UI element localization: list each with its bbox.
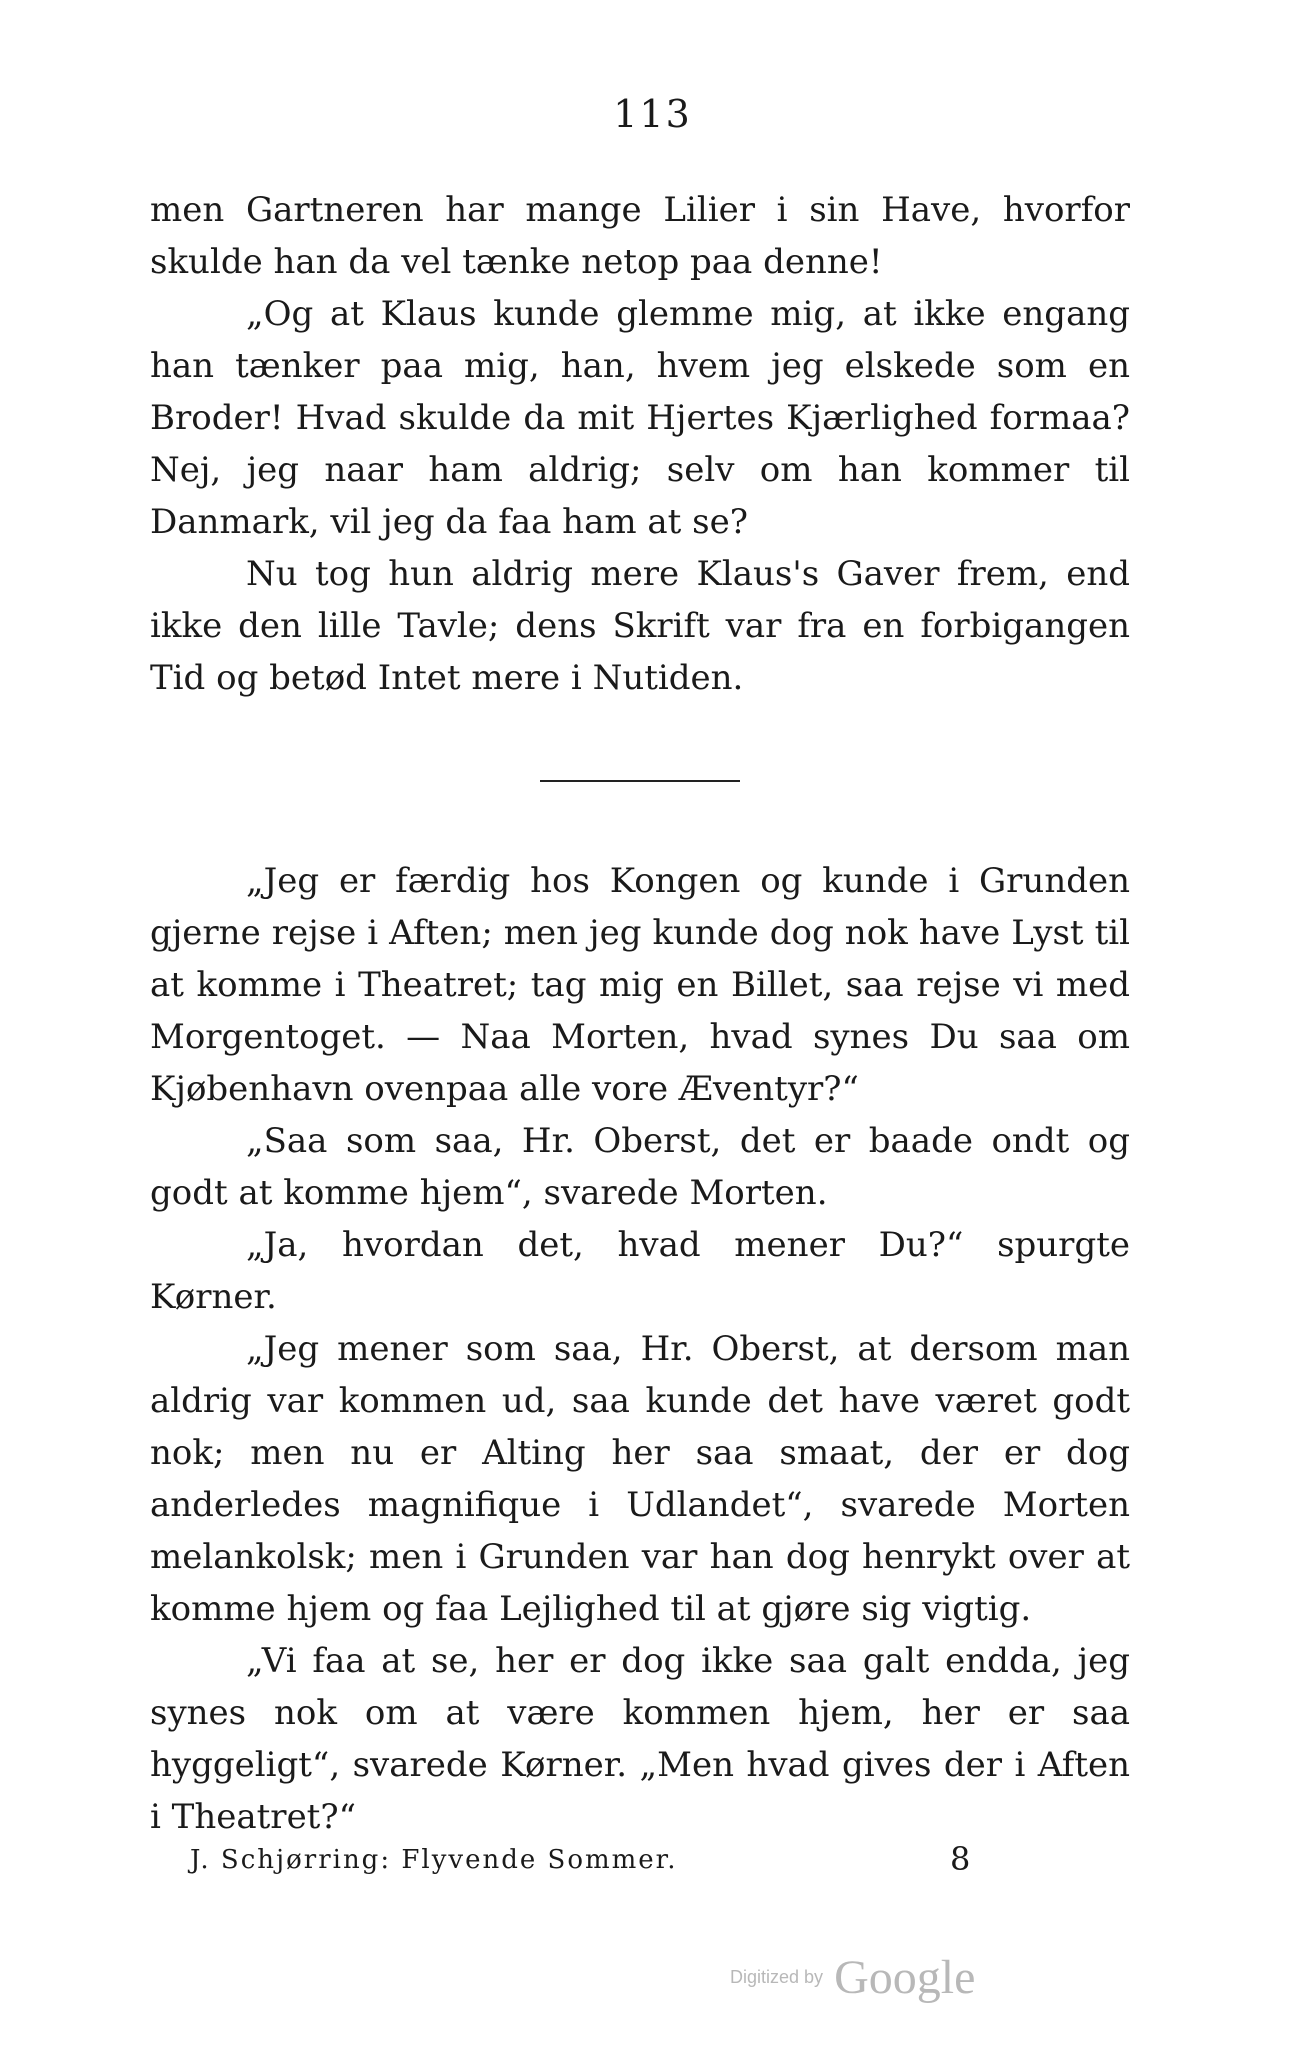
google-logo: Google [834, 1951, 976, 2004]
digitized-watermark [730, 1950, 975, 2005]
section-divider [540, 780, 740, 782]
paragraph: „Jeg mener som saa, Hr. Oberst, at dersom man aldrig var kommen ud, saa kunde det have været godt nok; men nu er Alting her saa smaat, der er dog anderledes magnifique i Udlandet“, svarede Morten melankolsk; men i Grunden var han dog henrykt over at komme hjem og faa Lejlighed til at gjøre sig vigtig. [150, 1329, 1130, 1629]
text-section-1 [150, 184, 1130, 704]
paragraph: „Og at Klaus kunde glemme mig, at ikke engang han tænker paa mig, han, hvem jeg elskede som en Broder! Hvad skulde da mit Hjertes Kjærlighed formaa? Nej, jeg naar ham aldrig; selv om han kommer til Danmark, vil jeg da faa ham at se? [150, 294, 1130, 542]
text-section-2 [150, 855, 1130, 1843]
paragraph: men Gartneren har mange Lilier i sin Have, hvorfor skulde han da vel tænke netop paa denne! [150, 190, 1130, 282]
paragraph: „Jeg er færdig hos Kongen og kunde i Grunden gjerne rejse i Aften; men jeg kunde dog nok have Lyst til at komme i Theatret; tag mig en Billet, saa rejse vi med Morgentoget. — Naa Morten, hvad synes Du saa om Kjøbenhavn ovenpaa alle vore Æventyr?“ [150, 861, 1130, 1109]
paragraph: „Vi faa at se, her er dog ikke saa galt endda, jeg synes nok om at være kommen hjem, her er saa hyggeligt“, svarede Kørner. „Men hvad gives der i Aften i Theatret?“ [150, 1641, 1130, 1837]
paragraph: „Saa som saa, Hr. Oberst, det er baade ondt og godt at komme hjem“, svarede Morten. [150, 1121, 1130, 1213]
signature-mark: 8 [950, 1840, 971, 1878]
page-number: 113 [613, 92, 692, 136]
paragraph: Nu tog hun aldrig mere Klaus's Gaver frem, end ikke den lille Tavle; dens Skrift var fra en forbigangen Tid og betød Intet mere i Nutiden. [150, 554, 1130, 698]
running-footer: J. Schjørring: Flyvende Sommer. [190, 1845, 678, 1875]
paragraph: „Ja, hvordan det, hvad mener Du?“ spurgte Kørner. [150, 1225, 1130, 1317]
digitized-prefix: Digitized by [730, 1967, 824, 1987]
